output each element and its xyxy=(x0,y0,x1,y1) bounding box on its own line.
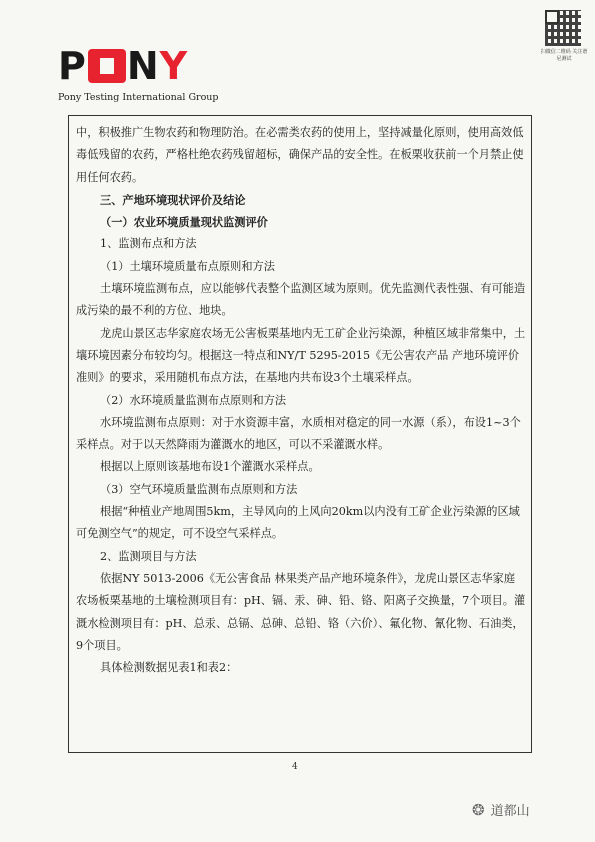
logo-letter-y: Y xyxy=(159,44,189,88)
item-heading: （1）土壤环境质量布点原则和方法 xyxy=(100,259,275,273)
paragraph: 具体检测数据见表1和表2： xyxy=(100,661,238,675)
paragraph: 龙虎山景区志华家庭农场无公害板栗基地内无工矿企业污染源，种植区域非常集中，土壤环境因素分布较均匀。根据这一特点和NY/T 5295-2015《无公害农产品 产地环境评价准则》的要求，采用随机布点方法，在基地内共布设3个土壤采样点。 xyxy=(76,326,526,385)
document-body xyxy=(76,122,526,679)
logo-letters-n: N xyxy=(126,44,160,88)
item-heading: （2）水环境质量监测布点原则和方法 xyxy=(100,393,287,407)
page-number: 4 xyxy=(292,762,298,772)
paragraph: 根据“种植业产地周围5km，主导风向的上风向20km以内没有工矿企业污染源的区域可免测空气”的规定，可不设空气采样点。 xyxy=(76,505,520,541)
paragraph-continuation: 中，积极推广生物农药和物理防治。在必需类农药的使用上，坚持减量化原则，使用高效低毒低残留的农药，严格杜绝农药残留超标，确保产品的安全性。在板栗收获前一个月禁止使用任何农药。 xyxy=(76,126,524,184)
logo-letter-p: P xyxy=(58,44,87,88)
item-heading: 2、监测项目与方法 xyxy=(100,549,197,563)
paragraph: 土壤环境监测布点，应以能够代表整个监测区域为原则。优先监测代表性强、有可能造成污染的最不利的方位、地块。 xyxy=(76,282,526,318)
paragraph: 依据NY 5013-2006《无公害食品 林果类产品产地环境条件》，龙虎山景区志华家庭农场板栗基地的土壤检测项目有：pH、镉、汞、砷、铅、铬、阳离子交换量，7个项目。灌溉水检测项目有：pH、总汞、总镉、总砷、总铅、铬（六价）、氟化物、氰化物、石油类，9个项目。 xyxy=(76,571,526,652)
qr-code-icon xyxy=(545,10,581,46)
wechat-icon: ❂ xyxy=(472,800,485,819)
watermark xyxy=(472,800,530,819)
logo-red-o-mark xyxy=(88,49,126,83)
paragraph: 水环境监测布点原则：对于水资源丰富，水质相对稳定的同一水源（系），布设1~3个采样点。对于以天然降雨为灌溉水的地区，可以不采灌溉水样。 xyxy=(76,415,521,452)
company-subtitle: Pony Testing International Group xyxy=(58,92,219,103)
qr-caption: 扫微信二维码 关注谱尼测试 xyxy=(540,49,588,62)
item-heading: （3）空气环境质量监测布点原则和方法 xyxy=(100,482,298,496)
watermark-text: 道都山 xyxy=(490,804,530,819)
item-heading: 1、监测布点和方法 xyxy=(100,237,197,251)
subsection-heading: （一）农业环境质量现状监测评价 xyxy=(100,215,268,230)
paragraph: 根据以上原则该基地布设1个灌溉水采样点。 xyxy=(100,460,320,474)
section-heading: 三、产地环境现状评价及结论 xyxy=(100,192,246,207)
pony-logo xyxy=(58,44,189,88)
